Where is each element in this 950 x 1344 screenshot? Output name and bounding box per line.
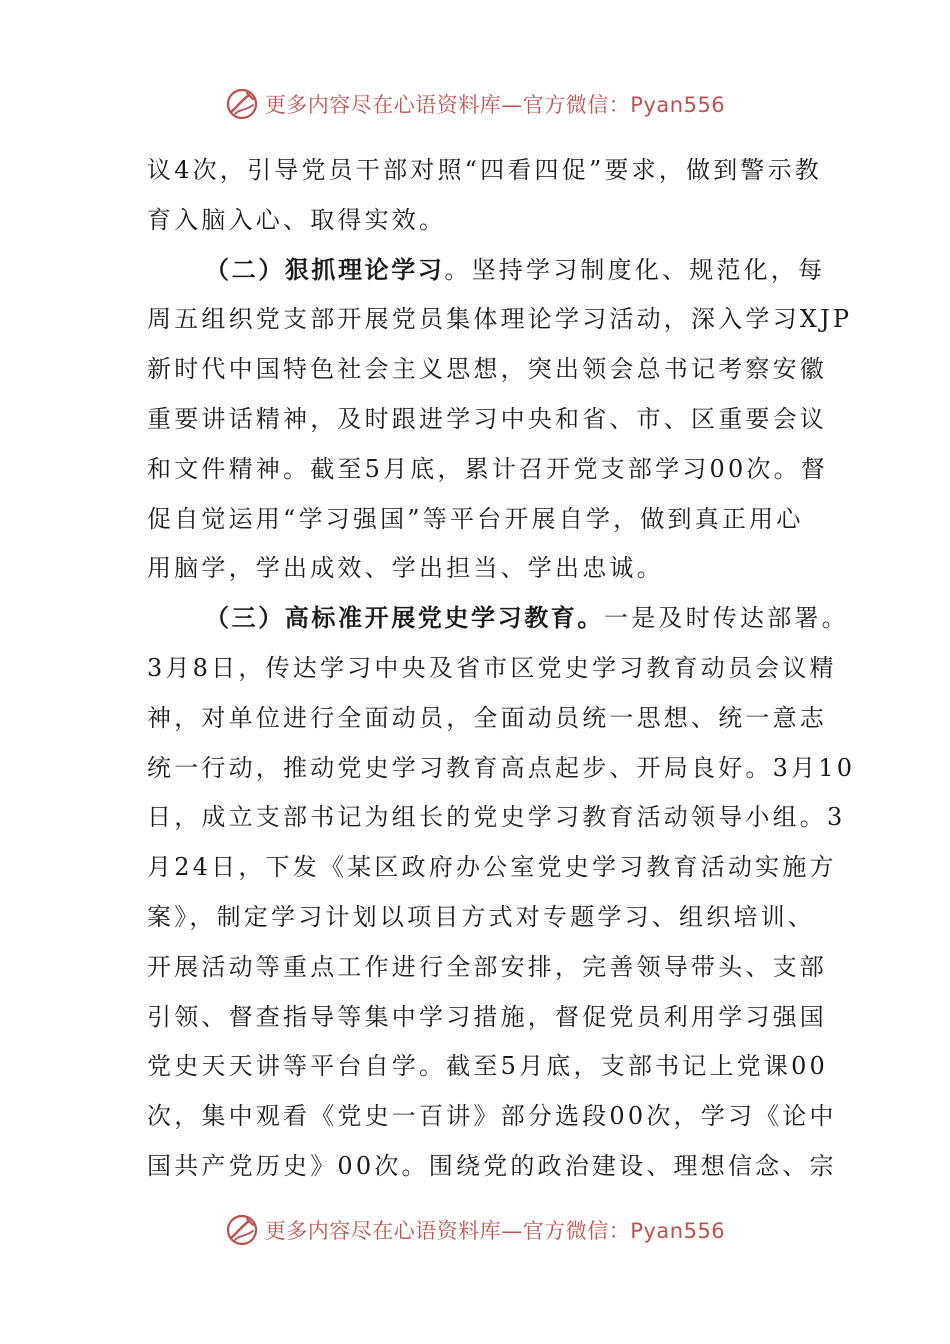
text-line: 重要讲话精神，及时跟进学习中央和省、市、区重要会议 (147, 404, 827, 433)
pen-signature-logo-icon (225, 87, 259, 121)
text-line: 用脑学，学出成效、学出担当、学出忠诚。 (147, 554, 664, 583)
section-heading: （三）高标准开展党史学习教育。 (205, 604, 604, 633)
text-line: 和文件精神。截至5月底，累计召开党支部学习00次。督 (147, 454, 829, 483)
text-line: 育入脑入心、取得实效。 (147, 205, 447, 234)
document-body (147, 146, 856, 1192)
text-line: 案》，制定学习计划以项目方式对专题学习、组织培训、 (147, 902, 815, 931)
text-line: 国共产党历史》00次。围绕党的政治建设、理想信念、宗 (147, 1151, 837, 1180)
text-line: 神，对单位进行全面动员，全面动员统一思想、统一意志 (147, 703, 827, 732)
text-line: 次，集中观看《党史一百讲》部分选段00次，学习《论中 (147, 1102, 837, 1131)
pen-signature-logo-icon (225, 1213, 259, 1247)
text-line: 日，成立支部书记为组长的党史学习教育活动领导小组。3 (147, 803, 846, 832)
text-line: 促自觉运用“学习强国”等平台开展自学，做到真正用心 (147, 504, 804, 533)
paragraph-first-line (147, 594, 849, 644)
watermark-text: 更多内容尽在心语资料库—官方微信：Pyan556 (264, 93, 726, 117)
text-line: 周五组织党支部开展党员集体理论学习活动，深入学习XJP (147, 305, 853, 334)
watermark-text: 更多内容尽在心语资料库—官方微信：Pyan556 (264, 1219, 726, 1243)
text-line: 引领、督查指导等集中学习措施，督促党员利用学习强国 (147, 1002, 827, 1031)
text-run: 。坚持学习制度化、规范化，每 (444, 255, 826, 284)
text-line: 议4次，引导党员干部对照“四看四促”要求，做到警示教 (147, 156, 823, 184)
text-line: 开展活动等重点工作进行全部安排，完善领导带头、支部 (147, 952, 827, 981)
text-line: 统一行动，推动党史学习教育高点起步、开局良好。3月10 (147, 753, 856, 782)
footer-watermark (0, 1210, 950, 1250)
section-heading: （二）狠抓理论学习 (205, 255, 445, 284)
header-watermark (0, 84, 950, 124)
paragraph-first-line (147, 246, 826, 296)
text-line: 新时代中国特色社会主义思想，突出领会总书记考察安徽 (147, 355, 827, 384)
text-line: 3月8日，传达学习中央及省市区党史学习教育动员会议精 (147, 653, 837, 682)
text-run: 一是及时传达部署。 (604, 604, 849, 633)
text-line: 党史天天讲等平台自学。截至5月底，支部书记上党课00 (147, 1052, 829, 1081)
text-line: 月24日，下发《某区政府办公室党史学习教育活动实施方 (147, 853, 837, 882)
